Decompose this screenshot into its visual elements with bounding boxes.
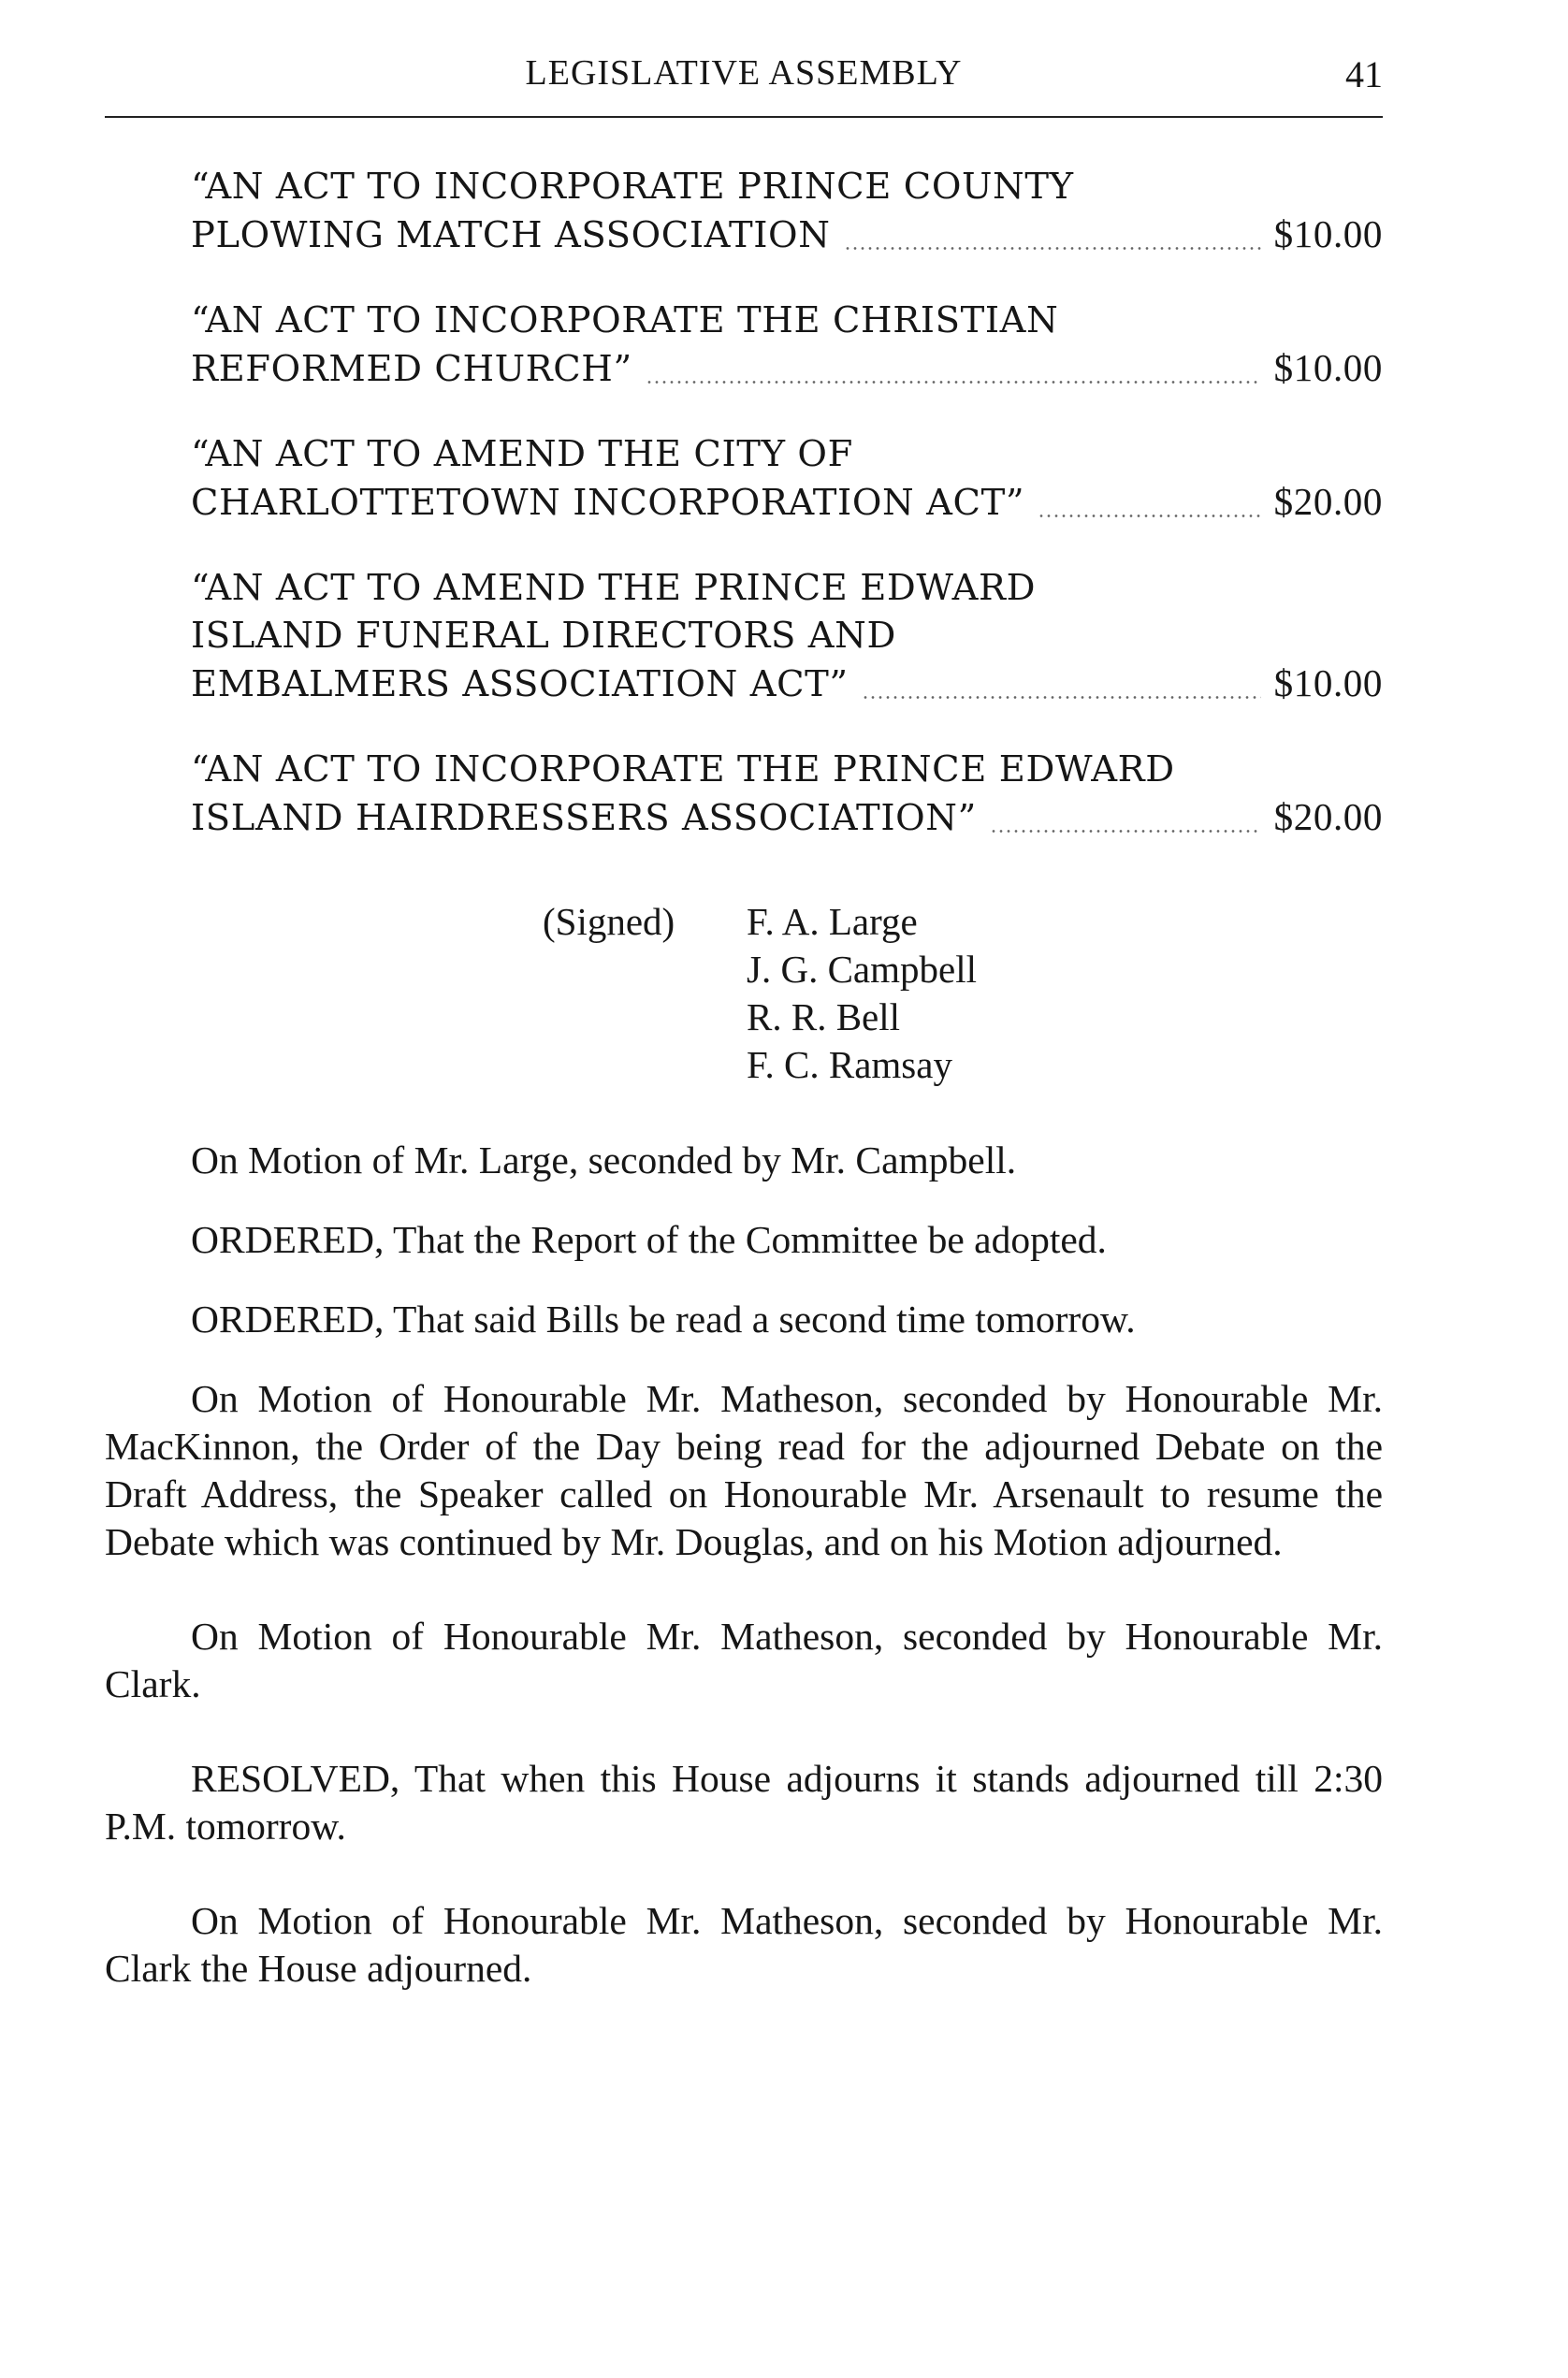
bill-fee: $10.00 bbox=[1273, 661, 1383, 704]
signatory-name: R. R. Bell bbox=[747, 995, 901, 1038]
bill-entry bbox=[191, 163, 1383, 259]
bill-title-line: “AN ACT TO INCORPORATE THE PRINCE EDWARD bbox=[191, 748, 1175, 790]
bill-fee-line bbox=[191, 210, 1383, 259]
paragraph: On Motion of Honourable Mr. Matheson, seconded by Honourable Mr. Clark. bbox=[105, 1615, 1383, 1705]
bill-entry bbox=[191, 430, 1383, 527]
signatory-name: J. G. Campbell bbox=[747, 948, 977, 991]
signatory-name: F. C. Ramsay bbox=[747, 1043, 952, 1086]
page-number: 41 bbox=[1345, 53, 1383, 95]
bill-entry bbox=[191, 564, 1383, 708]
paragraph: ORDERED, That said Bills be read a second time tomorrow. bbox=[191, 1298, 1136, 1341]
bill-title-line: ISLAND FUNERAL DIRECTORS AND bbox=[191, 615, 896, 657]
bill-fee-line bbox=[191, 344, 1383, 393]
bill-fee: $10.00 bbox=[1273, 346, 1383, 389]
bill-title-line: REFORMED CHURCH” bbox=[191, 348, 632, 390]
bill-fee-line bbox=[191, 660, 1383, 708]
dot-leader bbox=[990, 830, 1261, 833]
header-title: LEGISLATIVE ASSEMBLY bbox=[525, 53, 963, 93]
dot-leader bbox=[1038, 515, 1261, 517]
dot-leader bbox=[844, 247, 1261, 250]
signatory-list bbox=[747, 898, 977, 1089]
paragraph: RESOLVED, That when this House adjourns it stands adjourned till 2:30 P.M. tomorrow. bbox=[105, 1757, 1383, 1848]
bill-title-line: CHARLOTTETOWN INCORPORATION ACT” bbox=[191, 482, 1025, 524]
bill-fee: $10.00 bbox=[1273, 212, 1383, 255]
bill-title-line: “AN ACT TO INCORPORATE THE CHRISTIAN bbox=[191, 299, 1059, 341]
bill-title-line: EMBALMERS ASSOCIATION ACT” bbox=[191, 663, 849, 705]
bill-fee: $20.00 bbox=[1273, 480, 1383, 523]
header-rule bbox=[105, 116, 1383, 118]
signatory-name: F. A. Large bbox=[747, 900, 918, 943]
dot-leader bbox=[646, 381, 1261, 384]
running-header bbox=[105, 52, 1383, 110]
bill-title-line: “AN ACT TO AMEND THE PRINCE EDWARD bbox=[191, 567, 1037, 609]
bill-entry bbox=[191, 746, 1383, 842]
bill-entry bbox=[191, 297, 1383, 393]
paragraph: On Motion of Honourable Mr. Matheson, seconded by Honourable Mr. Clark the House adjourned. bbox=[105, 1899, 1383, 1990]
bill-fee: $20.00 bbox=[1273, 795, 1383, 838]
paragraph: On Motion of Honourable Mr. Matheson, seconded by Honourable Mr. MacKinnon, the Order of the Day being read for the adjourned Debate on the Draft Address, the Speaker called on Honourable Mr. Arsenault to resume the Debate which was continued by Mr. Douglas, and on his Motion adjourned. bbox=[105, 1377, 1383, 1563]
bill-title-line: ISLAND HAIRDRESSERS ASSOCIATION” bbox=[191, 797, 977, 839]
bill-fee-line bbox=[191, 478, 1383, 527]
bill-title-line: “AN ACT TO INCORPORATE PRINCE COUNTY bbox=[191, 166, 1074, 208]
bill-fee-line bbox=[191, 793, 1383, 842]
dot-leader bbox=[862, 696, 1261, 699]
paragraph: On Motion of Mr. Large, seconded by Mr. Campbell. bbox=[191, 1138, 1017, 1182]
bill-title-line: “AN ACT TO AMEND THE CITY OF bbox=[191, 433, 853, 475]
paragraph: ORDERED, That the Report of the Committee be adopted. bbox=[191, 1218, 1107, 1261]
signed-label: (Signed) bbox=[543, 900, 675, 943]
bill-title-line: PLOWING MATCH ASSOCIATION bbox=[191, 214, 831, 256]
signature-block bbox=[543, 898, 977, 1089]
bill-list bbox=[191, 163, 1383, 879]
proceedings-text bbox=[105, 1137, 1383, 1993]
